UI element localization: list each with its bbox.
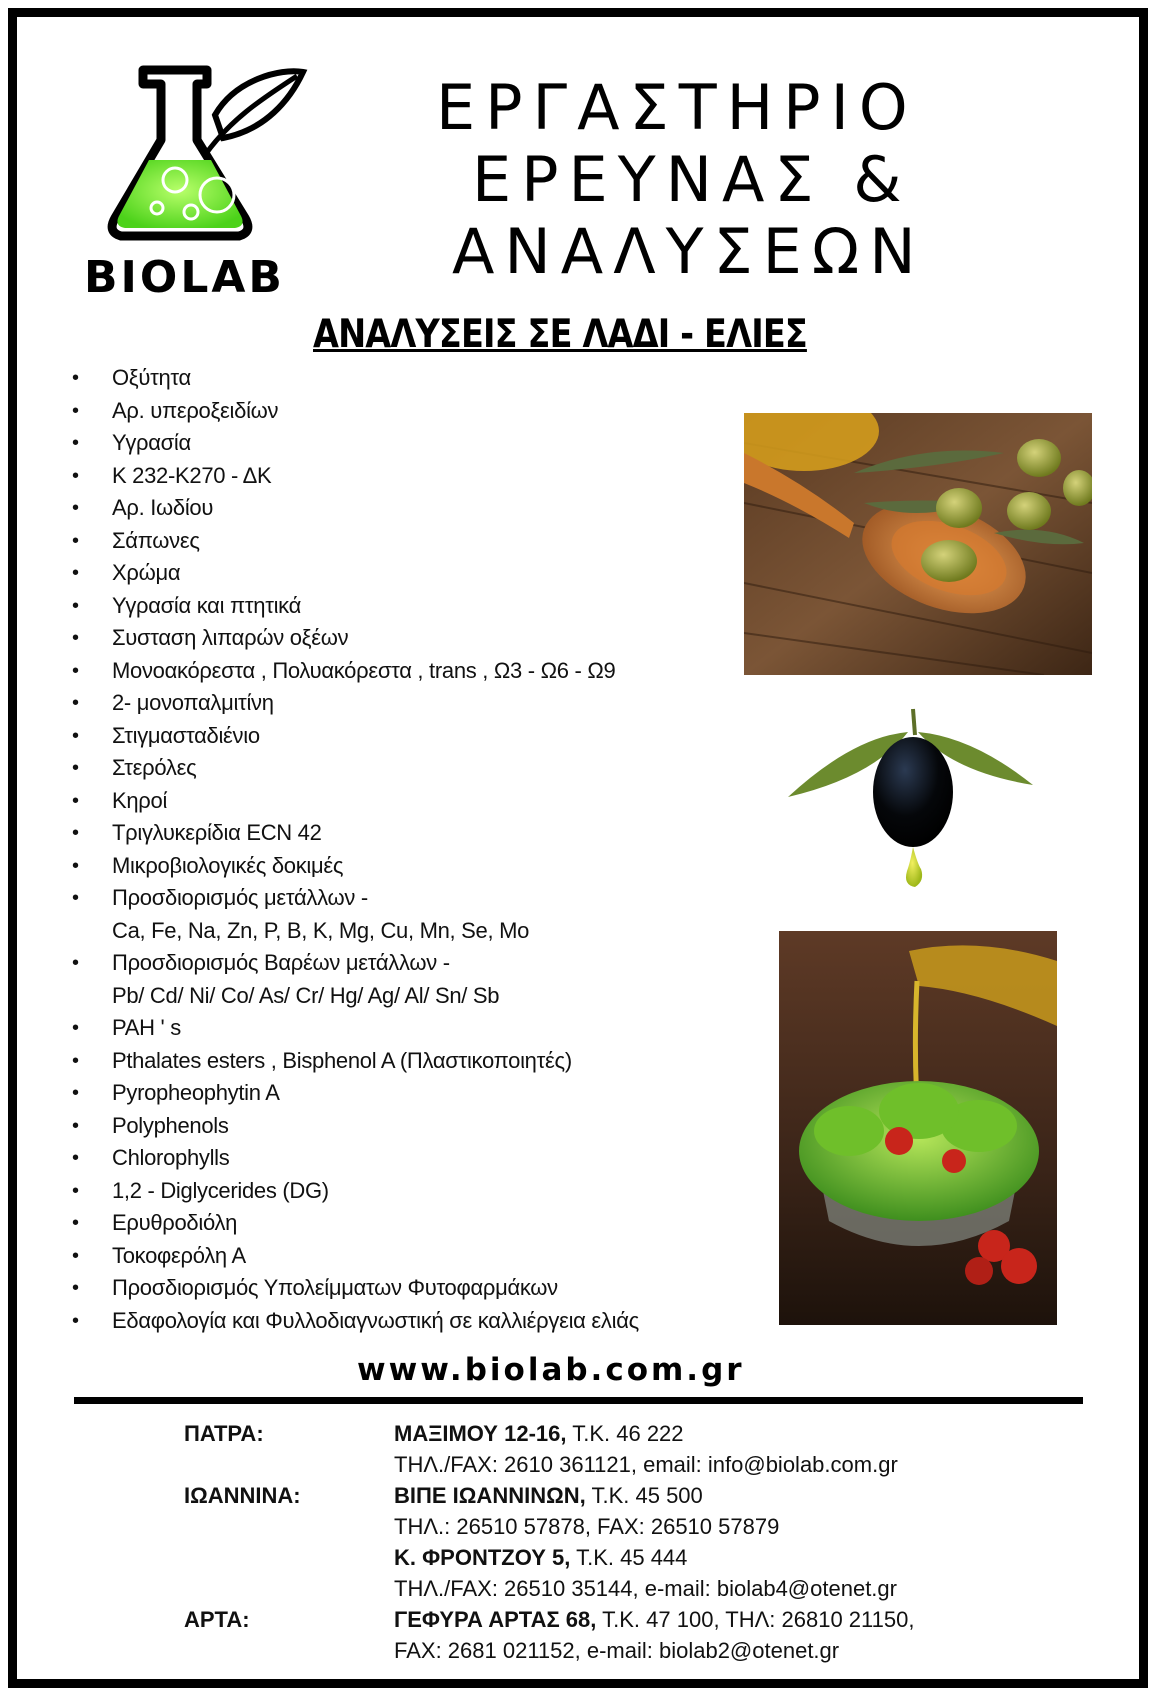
list-item: • 1,2 - Diglycerides (DG) [70,1175,770,1208]
page-title [436,72,1036,288]
list-item: • Προσδιορισμός Υπολείμματων Φυτοφαρμάκων [70,1272,770,1305]
list-item: • Στερόλες [70,752,770,785]
contact-patra [184,1418,1084,1449]
phone-fax: ΤΗΛ.: 26510 57878, FAX: 26510 57879 [394,1514,780,1539]
list-item: • Μικροβιολογικές δοκιμές [70,850,770,883]
address: ΓΕΦΥΡΑ ΑΡΤΑΣ 68, Τ.Κ. 47 100, ΤΗΛ: 26810 21150, [394,1607,915,1632]
address: Κ. ΦΡΟΝΤΖΟΥ 5, Τ.Κ. 45 444 [394,1545,688,1570]
list-item: • Εδαφολογία και Φυλλοδιαγνωστική σε καλλιέργεια ελιάς [70,1305,770,1338]
title-line-1: ΕΡΓΑΣΤΗΡΙΟ [436,71,918,144]
list-item: • Υγρασία [70,427,770,460]
black-olive-drop-illustration [783,707,1037,893]
list-item: • Τοκοφερόλη Α [70,1240,770,1273]
list-item: • Αρ. Ιωδίου [70,492,770,525]
list-item: • Μονοακόρεστα , Πολυακόρεστα , trans , Ω3 - Ω6 - Ω9 [70,655,770,688]
contact-ioannina-phone-2 [184,1573,1084,1604]
contact-arta [184,1604,1084,1635]
list-item: • Κηροί [70,785,770,818]
list-item: • Συσταση λιπαρών οξέων [70,622,770,655]
contact-ioannina-phone-1 [184,1511,1084,1542]
list-item-continuation: Pb/ Cd/ Ni/ Co/ As/ Cr/ Hg/ Ag/ Al/ Sn/ Sb [112,982,500,1008]
phone-email: ΤΗΛ./FAX: 2610 361121, email: info@biolab.com.gr [394,1452,898,1477]
list-item: • Προσδιορισμός μετάλλων - [70,882,770,915]
website-url[interactable]: www.biolab.com.gr [357,1352,745,1388]
list-item: • Κ 232-Κ270 - ΔΚ [70,460,770,493]
list-item: • Chlorophylls [70,1142,770,1175]
list-item: • Pyropheophytin A [70,1077,770,1110]
list-item: • Pthalates esters , Bisphenol A (Πλαστικοποιητές) [70,1045,770,1078]
list-item: • Προσδιορισμός Βαρέων μετάλλων - [70,947,770,980]
list-item: • Σάπωνες [70,525,770,558]
salad-olive-oil-photo [779,931,1057,1325]
list-item: • Ερυθροδιόλη [70,1207,770,1240]
list-item: • Οξύτητα [70,362,770,395]
list-item: • Υγρασία και πτητικά [70,590,770,623]
title-line-2: ΕΡΕΥΝΑΣ & [472,143,912,216]
address: ΒΙΠΕ ΙΩΑΝΝΙΝΩΝ, Τ.Κ. 45 500 [394,1483,703,1508]
contact-arta-phone [184,1635,1084,1666]
list-item: • Τριγλυκερίδια ECN 42 [70,817,770,850]
city-label: ΠΑΤΡΑ: [184,1421,264,1446]
contact-ioannina-2 [184,1542,1084,1573]
title-line-3: ΑΝΑΛΥΣΕΩΝ [452,215,926,288]
fax-email: FAX: 2681 021152, e-mail: biolab2@otenet.gr [394,1638,840,1663]
divider [74,1397,1083,1404]
city-label: ΙΩΑΝΝΙΝΑ: [184,1483,301,1508]
analyses-list [70,362,770,1337]
olive-spoon-photo [744,413,1092,675]
brand-logo-text: BIOLAB [84,252,285,303]
contact-patra-phone [184,1449,1084,1480]
city-label: ΑΡΤΑ: [184,1607,250,1632]
list-item: • Χρώμα [70,557,770,590]
address: ΜΑΞΙΜΟΥ 12-16, Τ.Κ. 46 222 [394,1421,684,1446]
list-item: • PAH ' s [70,1012,770,1045]
section-subtitle: ΑΝΑΛΥΣΕΙΣ ΣΕ ΛΑΔΙ - ΕΛΙΕΣ [313,312,807,357]
list-item: • Αρ. υπεροξειδίων [70,395,770,428]
list-item-continuation: Ca, Fe, Na, Zn, P, B, K, Mg, Cu, Mn, Se, Mo [112,917,530,943]
contact-ioannina [184,1480,1084,1511]
list-item: • Polyphenols [70,1110,770,1143]
contacts-section [184,1418,1084,1666]
list-item: • 2- μονοπαλμιτίνη [70,687,770,720]
phone-email: ΤΗΛ./FAX: 26510 35144, e-mail: biolab4@otenet.gr [394,1576,897,1601]
list-item: • Στιγμασταδιένιο [70,720,770,753]
